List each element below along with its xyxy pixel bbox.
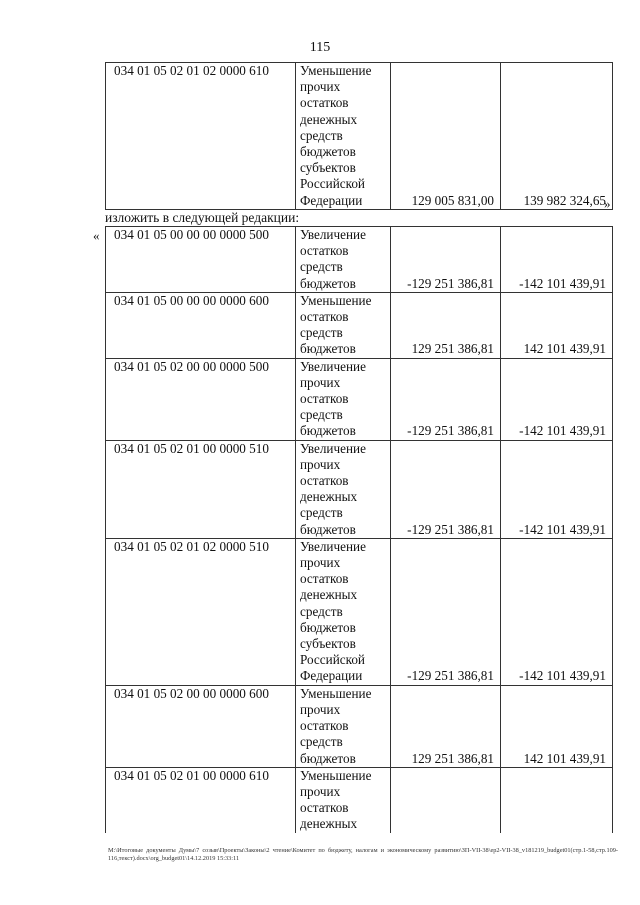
name-line: средств bbox=[300, 603, 343, 619]
name-line: Уменьшение bbox=[300, 292, 372, 308]
name-line: средств bbox=[300, 505, 343, 521]
code-cell: 034 01 05 02 00 00 0000 600 bbox=[106, 685, 296, 767]
name-cell bbox=[296, 292, 391, 358]
name-line: остатков bbox=[300, 571, 349, 587]
amount-2019-cell: -129 251 386,81 bbox=[391, 538, 501, 685]
amount-2019-cell bbox=[391, 767, 501, 832]
name-line: прочих bbox=[300, 783, 341, 799]
name-line: средств bbox=[300, 407, 343, 423]
budget-sources-table bbox=[105, 226, 613, 833]
table-row bbox=[106, 440, 613, 538]
name-line: денежных bbox=[300, 587, 358, 603]
name-line: Федерации bbox=[300, 668, 363, 684]
name-line: прочих bbox=[300, 374, 341, 390]
name-line: субъектов bbox=[300, 636, 356, 652]
name-line: средств bbox=[300, 734, 343, 750]
table-row bbox=[106, 358, 613, 440]
name-line: бюджетов bbox=[300, 144, 356, 160]
name-cell bbox=[296, 63, 391, 210]
name-line: бюджетов bbox=[300, 750, 356, 766]
table-row bbox=[106, 767, 613, 832]
previous-table bbox=[105, 62, 613, 210]
name-cell bbox=[296, 440, 391, 538]
name-line: Уменьшение bbox=[300, 63, 372, 78]
name-line: остатков bbox=[300, 800, 349, 816]
file-path-footer: M:\Итоговые документы Думы\7 созыв\Проекты\Законы\2 чтение\Комитет по бюджету, налогам и экономическому развитию\ЗП-VII-38\ер2-VII-38_v181219_budget01(стр.1-58,стр.109-116,текст).docx\org_budget01\14.12.2019 15:33:11 bbox=[108, 847, 618, 862]
code-cell: 034 01 05 02 01 02 0000 610 bbox=[106, 63, 296, 210]
name-line: остатков bbox=[300, 718, 349, 734]
name-line: Уменьшение bbox=[300, 685, 372, 701]
name-cell bbox=[296, 685, 391, 767]
name-line: Уменьшение bbox=[300, 767, 372, 783]
code-cell: 034 01 05 02 01 00 0000 510 bbox=[106, 440, 296, 538]
amount-2020-cell: 139 982 324,65 bbox=[501, 63, 613, 210]
name-line: Федерации bbox=[300, 192, 363, 208]
name-line: бюджетов bbox=[300, 521, 356, 537]
table-row bbox=[106, 292, 613, 358]
name-cell bbox=[296, 538, 391, 685]
name-line: бюджетов bbox=[300, 275, 356, 291]
amount-2019-cell: 129 005 831,00 bbox=[391, 63, 501, 210]
name-line: остатков bbox=[300, 95, 349, 111]
opening-quote: « bbox=[93, 228, 100, 243]
name-line: Российской bbox=[300, 652, 365, 668]
name-line: Российской bbox=[300, 176, 365, 192]
amount-2019-cell: 129 251 386,81 bbox=[391, 292, 501, 358]
name-cell bbox=[296, 767, 391, 832]
code-cell: 034 01 05 02 01 00 0000 610 bbox=[106, 767, 296, 832]
name-line: субъектов bbox=[300, 160, 356, 176]
table-row bbox=[106, 685, 613, 767]
name-line: бюджетов bbox=[300, 423, 356, 439]
name-line: остатков bbox=[300, 473, 349, 489]
name-line: денежных bbox=[300, 816, 358, 832]
code-cell: 034 01 05 02 00 00 0000 500 bbox=[106, 358, 296, 440]
amount-2020-cell: -142 101 439,91 bbox=[501, 538, 613, 685]
amount-2020-cell: 142 101 439,91 bbox=[501, 292, 613, 358]
name-line: денежных bbox=[300, 111, 358, 127]
amount-2020-cell: -142 101 439,91 bbox=[501, 227, 613, 293]
name-line: остатков bbox=[300, 309, 349, 325]
code-cell: 034 01 05 00 00 00 0000 500 bbox=[106, 227, 296, 293]
name-line: денежных bbox=[300, 489, 358, 505]
name-line: Увеличение bbox=[300, 227, 366, 242]
amount-2019-cell: 129 251 386,81 bbox=[391, 685, 501, 767]
name-line: Увеличение bbox=[300, 440, 366, 456]
name-cell bbox=[296, 358, 391, 440]
name-line: средств bbox=[300, 127, 343, 143]
name-line: средств bbox=[300, 259, 343, 275]
amount-2020-cell bbox=[501, 767, 613, 832]
table-row bbox=[106, 538, 613, 685]
closing-quote: » bbox=[604, 196, 611, 211]
code-cell: 034 01 05 02 01 02 0000 510 bbox=[106, 538, 296, 685]
table-row bbox=[106, 63, 613, 210]
name-line: прочих bbox=[300, 701, 341, 717]
name-line: прочих bbox=[300, 555, 341, 571]
amount-2020-cell: 142 101 439,91 bbox=[501, 685, 613, 767]
amount-2019-cell: -129 251 386,81 bbox=[391, 227, 501, 293]
name-line: бюджетов bbox=[300, 619, 356, 635]
amount-2020-cell: -142 101 439,91 bbox=[501, 440, 613, 538]
amount-2019-cell: -129 251 386,81 bbox=[391, 440, 501, 538]
intro-text: изложить в следующей редакции: bbox=[105, 210, 300, 225]
amount-2019-cell: -129 251 386,81 bbox=[391, 358, 501, 440]
name-line: прочих bbox=[300, 79, 341, 95]
code-cell: 034 01 05 00 00 00 0000 600 bbox=[106, 292, 296, 358]
name-line: Увеличение bbox=[300, 538, 366, 554]
name-cell bbox=[296, 227, 391, 293]
page-number: 115 bbox=[309, 40, 331, 55]
name-line: бюджетов bbox=[300, 341, 356, 357]
name-line: остатков bbox=[300, 391, 349, 407]
table-row bbox=[106, 227, 613, 293]
name-line: остатков bbox=[300, 243, 349, 259]
name-line: прочих bbox=[300, 456, 341, 472]
amount-2020-cell: -142 101 439,91 bbox=[501, 358, 613, 440]
name-line: средств bbox=[300, 325, 343, 341]
name-line: Увеличение bbox=[300, 358, 366, 374]
